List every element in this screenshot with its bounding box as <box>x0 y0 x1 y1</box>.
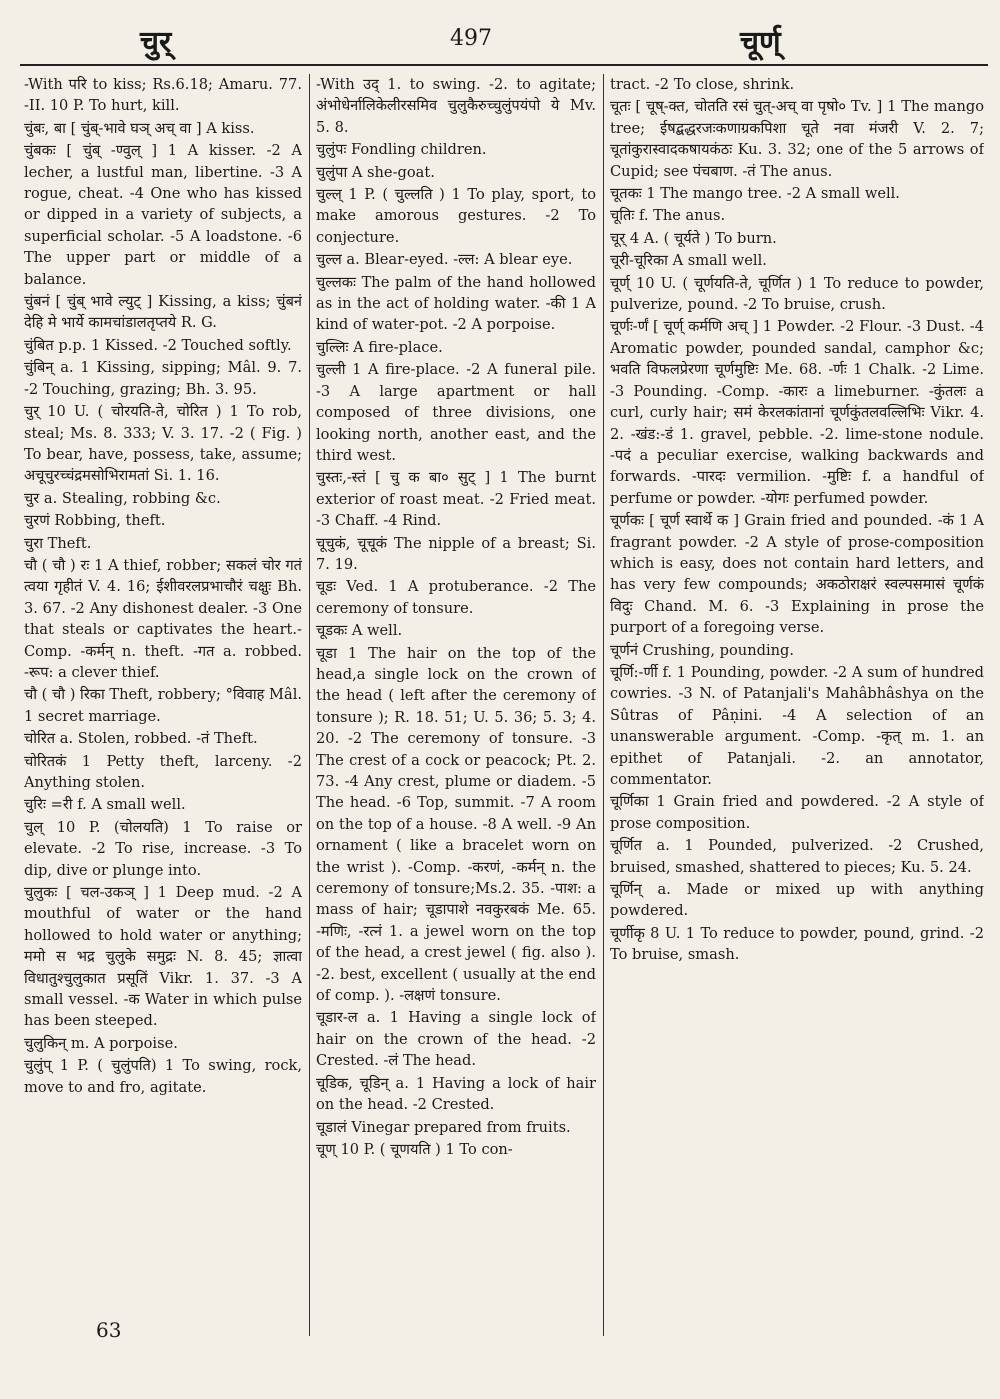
entry-text: चूण् 10 P. ( चूणयति ) 1 To con- <box>316 1140 513 1158</box>
entry-text: चुंबित p.p. 1 Kissed. -2 Touched softly. <box>24 336 292 354</box>
dictionary-entry <box>316 162 596 183</box>
entry-text: चुल्लकः The palm of the hand hollowed as in the act of holding water. -की 1 A kind of water-pot. -2 A porpoise. <box>316 273 596 334</box>
dictionary-entry <box>24 74 302 117</box>
entry-text: चुलुंपः Fondling children. <box>316 141 487 159</box>
dictionary-entry <box>24 488 302 509</box>
dictionary-entry <box>24 728 302 749</box>
column-2 <box>316 74 596 1334</box>
dictionary-entry <box>24 751 302 794</box>
dictionary-entry <box>316 533 596 576</box>
dictionary-entry <box>24 684 302 727</box>
dictionary-entry <box>610 510 984 638</box>
entry-text: चुल्ली 1 A fire-place. -2 A funeral pile. -3 A large apartment or hall composed of three divisions, one looking north, another east, and the third west. <box>316 361 596 464</box>
dictionary-page <box>20 18 988 1378</box>
entry-text: चूतः [ चूष्-क्त, चोतति रसं चुत्-अच् वा पृषो० Tv. ] 1 The mango tree; ईषद्बद्धरजःकणाग्रकपिशा चूते नवा मंजरी V. 2. 7; चूतांकुरास्वादकषायकंठः Ku. 3. 32; one of the 5 arrows of Cupid; see पंचबाण. -तं The anus. <box>610 98 984 180</box>
entry-text: tract. -2 To close, shrink. <box>610 76 795 93</box>
dictionary-entry <box>316 1117 596 1138</box>
entry-text: चुलुंपा A she-goat. <box>316 163 435 181</box>
entry-text: चुर a. Stealing, robbing &c. <box>24 489 221 507</box>
entry-text: चूडार-ल a. 1 Having a single lock of hair on the crown of the head. -2 Crested. -लं The head. <box>316 1009 596 1070</box>
dictionary-entry <box>24 118 302 139</box>
dictionary-entry <box>316 139 596 160</box>
entry-text: चुल्ल a. Blear-eyed. -ल्ल: A blear eye. <box>316 251 573 269</box>
dictionary-entry <box>610 316 984 509</box>
entry-text: चूडकः A well. <box>316 622 403 640</box>
column-divider <box>309 74 310 1336</box>
dictionary-entry <box>610 250 984 271</box>
dictionary-entry <box>316 337 596 358</box>
entry-text: चुरिः =री f. A small well. <box>24 796 186 814</box>
dictionary-entry <box>610 205 984 226</box>
dictionary-entry <box>24 510 302 531</box>
column-3 <box>610 74 984 1334</box>
dictionary-entry <box>316 643 596 1007</box>
dictionary-entry <box>610 640 984 661</box>
dictionary-entry <box>316 1007 596 1071</box>
header-first-word: चुर् <box>140 25 172 60</box>
dictionary-entry <box>24 533 302 554</box>
entry-text: चौ ( चौ ) रः 1 A thief, robber; सकलं चोर गतं त्वया गृहीतं V. 4. 16; ईशीवरलप्रभाचौरं चक्षुः Bh. 3. 67. -2 Any dishonest dealer. -3 One that steals or captivates the heart.-Comp. -कर्मन् n. theft. -गत a. robbed. -रूप: a clever thief. <box>24 556 302 681</box>
dictionary-entry <box>610 96 984 182</box>
column-divider <box>603 74 604 1336</box>
dictionary-entry <box>610 879 984 922</box>
dictionary-entry <box>316 184 596 248</box>
dictionary-entry <box>610 662 984 790</box>
dictionary-entry <box>24 1055 302 1098</box>
entry-text: चूडिक, चूडिन् a. 1 Having a lock of hair on the head. -2 Crested. <box>316 1074 596 1114</box>
dictionary-entry <box>316 272 596 336</box>
dictionary-entry <box>610 228 984 249</box>
dictionary-entry <box>610 273 984 316</box>
entry-text: चूडा 1 The hair on the top of the head,a single lock on the crown of the head ( left after the ceremony of tonsure ); R. 18. 51; U. 5. 36; 5. 3; 4. 20. -2 The ceremony of tonsure. -3 The crest of a cock or peacock; Pt. 2. 73. -4 Any crest, plume or diadem. -5 The head. -6 Top, summit. -7 A room on the top of a house. -8 A well. -9 An ornament ( like a bracelet worn on the wrist ). -Comp. -करणं, -कर्मन् n. the ceremony of tonsure;Ms.2. 35. -पाश: a mass of hair; चूडापाशे नवकुरबकं Me. 65. -मणिः, -रत्नं 1. a jewel worn on the top of the head, a crest jewel ( fig. also ). -2. best, excellent ( usually at the end of comp. ). -लक्षणं tonsure. <box>316 644 596 1005</box>
entry-text: चुरणं Robbing, theft. <box>24 512 166 530</box>
entry-text: चौ ( चौ ) रिका Theft, robbery; °विवाह Mâl. 1 secret marriage. <box>24 686 302 725</box>
entry-text: चुंबकः [ चुंब् -ण्वुल् ] 1 A kisser. -2 A lecher, a lustful man, libertine. -3 A rogue, cheat. -4 One who has kissed or dipped in a variety of subjects, a superficial scholar. -5 A loadstone. -6 The upper part or middle of a balance. <box>24 142 302 288</box>
signature-number: 63 <box>96 1318 122 1342</box>
dictionary-entry <box>316 467 596 531</box>
dictionary-entry <box>316 1073 596 1116</box>
header-last-word: चूर्ण् <box>740 25 781 60</box>
entry-text: चुल् 10 P. (चोलयति) 1 To raise or elevate. -2 To rise, increase. -3 To dip, dive or plunge into. <box>24 818 302 879</box>
entry-text: चूतकः 1 The mango tree. -2 A small well. <box>610 185 900 203</box>
entry-text: चुस्तः,-स्तं [ चु क बा० सुट् ] 1 The burnt exterior of roast meat. -2 Fried meat. -3 Chaff. -4 Rind. <box>316 469 596 530</box>
dictionary-entry <box>316 74 596 138</box>
running-header <box>20 18 988 64</box>
entry-text: चूर्णित a. 1 Pounded, pulverized. -2 Crushed, bruised, smashed, shattered to pieces; Ku. 5. 24. <box>610 837 984 876</box>
entry-text: चुंबनं [ चुंब् भावे ल्युट् ] Kissing, a kiss; चुंबनं देहि मे भार्ये कामचांडालतृप्तये R. G. <box>24 293 302 332</box>
entry-text: -With उद् 1. to swing. -2. to agitate; अंभोधेर्नालिकेलीरसमिव चुलुकैरुच्चुलुंपयंपो ये Mv. 5. 8. <box>316 76 596 136</box>
entry-text: चुलुकिन् m. A porpoise. <box>24 1034 178 1052</box>
dictionary-entry <box>24 401 302 487</box>
entry-text: चूर् 4 A. ( चूर्यते ) To burn. <box>610 229 777 247</box>
entry-text: चूडालं Vinegar prepared from fruits. <box>316 1118 571 1136</box>
entry-text: चूचुकं, चूचूकं The nipple of a breast; Si. 7. 19. <box>316 534 596 573</box>
entry-text: चूर्णिन् a. Made or mixed up with anything powdered. <box>610 881 984 920</box>
dictionary-entry <box>24 140 302 290</box>
entry-text: चुलुंप् 1 P. ( चुलुंपति) 1 To swing, rock, move to and fro, agitate. <box>24 1057 302 1096</box>
dictionary-entry <box>24 882 302 1032</box>
entry-text: चुलुकः [ चल-उकञ् ] 1 Deep mud. -2 A mouthful of water or the hand hollowed to hold water or anything; ममो स भद्र चुलुके समुद्रः N. 8. 45; ज्ञात्वा विधातुश्चुलुकात प्रसूतिं Vikr. 1. 37. -3 A small vessel. -क Water in which pulse has been steeped. <box>24 884 302 1030</box>
dictionary-entry <box>610 923 984 966</box>
entry-text: चुर् 10 U. ( चोरयति-ते, चोरित ) 1 To rob, steal; Ms. 8. 333; V. 3. 17. -2 ( Fig. ) To bear, have, possess, take, assume; अचूचुरच्चंद्रमसोभिरामतां Si. 1. 16. <box>24 403 302 485</box>
entry-text: चूर्णीकृ 8 U. 1 To reduce to powder, pound, grind. -2 To bruise, smash. <box>610 924 984 964</box>
dictionary-entry <box>24 357 302 400</box>
entry-text: चुरा Theft. <box>24 534 92 552</box>
entry-text: चूर्ण् 10 U. ( चूर्णयति-ते, चूर्णित ) 1 To reduce to powder, pulverize, pound. -2 To bruise, crush. <box>610 274 984 314</box>
dictionary-entry <box>316 1139 596 1160</box>
dictionary-entry <box>610 183 984 204</box>
dictionary-entry <box>316 576 596 619</box>
dictionary-entry <box>610 791 984 834</box>
dictionary-entry <box>316 249 596 270</box>
page-number: 497 <box>450 26 492 51</box>
dictionary-entry <box>24 335 302 356</box>
entry-text: चुंबिन् a. 1 Kissing, sipping; Mâl. 9. 7. -2 Touching, grazing; Bh. 3. 95. <box>24 359 302 398</box>
column-1 <box>24 74 302 1334</box>
entry-text: चूतिः f. The anus. <box>610 207 726 225</box>
entry-text: चोरित a. Stolen, robbed. -तं Theft. <box>24 730 258 748</box>
dictionary-entry <box>24 291 302 334</box>
header-rule <box>20 64 988 66</box>
entry-text: चोरितकं 1 Petty theft, larceny. -2 Anything stolen. <box>24 752 302 791</box>
entry-text: चूर्णः-र्णं [ चूर्ण् कर्मणि अच् ] 1 Powder. -2 Flour. -3 Dust. -4 Aromatic powder, pounded sandal, camphor &c; भवति विफलप्रेरणा चूर्णमुष्टिः Me. 68. -र्णः 1 Chalk. -2 Lime. -3 Pounding. -Comp. -कारः a limeburner. -कुंतलः a curl, curly hair; समं केरलकांतानां चूर्णकुंतलवल्लिभिः Vikr. 4. 2. -खंड:-डं 1. gravel, pebble. -2. lime-stone nodule. -पदं a peculiar exercise, walking backwards and forwards. -पारदः vermilion. -मुष्टिः f. a handful of perfume or powder. -योगः perfumed powder. <box>610 318 984 507</box>
entry-text: चूरी-चूरिका A small well. <box>610 252 767 270</box>
entry-text: चूर्णिका 1 Grain fried and powdered. -2 A style of prose composition. <box>610 793 984 832</box>
entry-text: चुल्ल् 1 P. ( चुल्लति ) 1 To play, sport, to make amorous gestures. -2 To conjecture. <box>316 186 596 246</box>
dictionary-entry <box>316 620 596 641</box>
dictionary-entry <box>24 817 302 881</box>
dictionary-entry <box>24 555 302 683</box>
dictionary-entry <box>24 1033 302 1054</box>
dictionary-entry <box>610 835 984 878</box>
entry-text: चूर्णनं Crushing, pounding. <box>610 641 794 659</box>
entry-text: चुल्लिः A fire-place. <box>316 338 443 356</box>
entry-text: चुंबः, बा [ चुंब्-भावे घञ् अच् वा ] A kiss. <box>24 119 255 137</box>
dictionary-entry <box>316 359 596 466</box>
entry-text: चूडः Ved. 1 A protuberance. -2 The ceremony of tonsure. <box>316 578 596 617</box>
dictionary-entry <box>24 794 302 815</box>
dictionary-entry <box>610 74 984 95</box>
entry-text: चूर्णि:-र्णी f. 1 Pounding, powder. -2 A sum of hundred cowries. -3 N. of Patanjali's Mahâbhâshya on the Sûtras of Pâṇini. -4 A selection of an unanswerable argument. -Comp. -कृत् m. 1. an epithet of Patanjali. -2. an annotator, commentator. <box>610 663 984 788</box>
entry-text: चूर्णकः [ चूर्ण स्वार्थे क ] Grain fried and pounded. -कं 1 A fragrant powder. -2 A style of prose-composition which is easy, does not contain hard letters, and has very few compounds; अकठोराक्षरं स्वल्पसमासं चूर्णकं विदुः Chand. M. 6. -3 Explaining in prose the purport of a foregoing verse. <box>610 512 984 637</box>
entry-text: -With परि to kiss; Rs.6.18; Amaru. 77. -II. 10 P. To hurt, kill. <box>24 76 302 115</box>
